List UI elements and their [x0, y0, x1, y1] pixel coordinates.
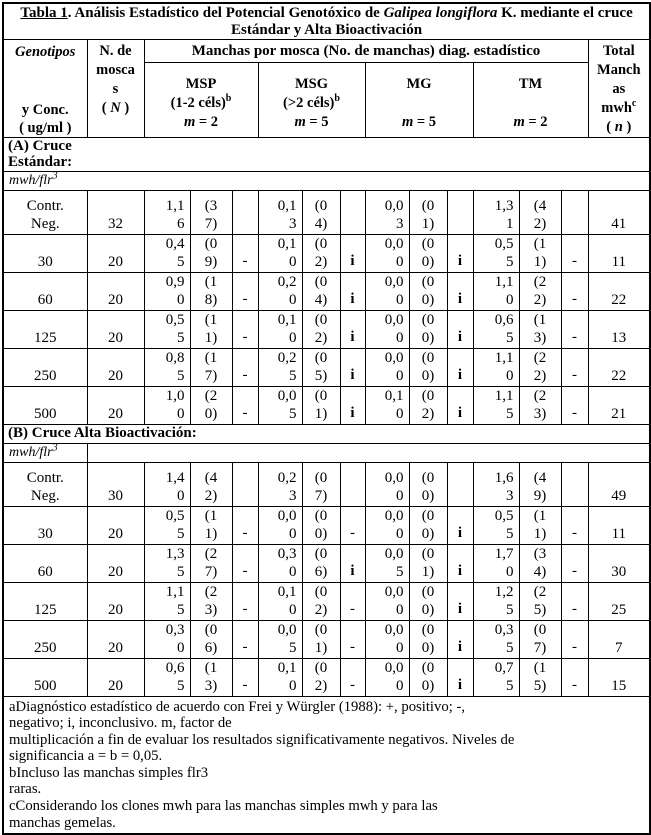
genotype-label: 250	[3, 349, 87, 387]
manchas-count: (1 1)	[519, 506, 561, 544]
manchas-value: 0,1 0	[258, 311, 302, 349]
manchas-value: 1,3 1	[473, 191, 519, 235]
diag-estadistico: -	[232, 387, 258, 425]
data-row	[3, 620, 650, 658]
section-row-a	[3, 138, 650, 172]
n-moscas-value: 20	[87, 544, 144, 582]
diag-estadistico: -	[232, 311, 258, 349]
diag-estadistico: i	[447, 658, 473, 696]
diag-estadistico: i	[340, 273, 365, 311]
manchas-value: 0,0 3	[365, 191, 409, 235]
manchas-value: 0,0 0	[365, 235, 409, 273]
total-manchas: 41	[588, 191, 650, 235]
diag-estadistico: -	[340, 620, 365, 658]
n-moscas-value: 20	[87, 620, 144, 658]
manchas-value: 0,5 5	[144, 506, 190, 544]
manchas-value: 0,3 0	[258, 544, 302, 582]
footnote-line: raras.	[9, 781, 42, 798]
manchas-count: (1 1)	[190, 506, 232, 544]
species-name: Galipea longiflora	[383, 5, 498, 21]
manchas-value: 1,1 0	[473, 349, 519, 387]
diag-estadistico: i	[447, 387, 473, 425]
manchas-value: 0,1 0	[258, 582, 302, 620]
manchas-count: (2 2)	[519, 273, 561, 311]
total-manchas: 21	[588, 387, 650, 425]
manchas-count: (4 2)	[190, 462, 232, 506]
title-text-tail: K. mediante el cruce Estándar y Alta Bioactivación	[231, 5, 633, 38]
col-header-manchas-group: Manchas por mosca (No. de manchas) diag. estadístico	[144, 40, 588, 63]
manchas-value: 0,5 5	[144, 311, 190, 349]
manchas-count: (0 2)	[302, 235, 340, 273]
manchas-value: 0,7 5	[473, 658, 519, 696]
genotype-label: 60	[3, 544, 87, 582]
manchas-value: 1,0 0	[144, 387, 190, 425]
manchas-value: 0,0 0	[365, 349, 409, 387]
manchas-count: (0 0)	[409, 582, 447, 620]
diag-estadistico: -	[561, 349, 588, 387]
manchas-count: (0 2)	[409, 387, 447, 425]
manchas-value: 0,0 5	[365, 544, 409, 582]
manchas-count: (0 0)	[409, 311, 447, 349]
genotype-label: 125	[3, 582, 87, 620]
manchas-count: (0 1)	[302, 387, 340, 425]
footnote-line: multiplicación a fin de evaluar los resultados significativamente negativos. Niveles de	[9, 731, 515, 748]
total-manchas: 13	[588, 311, 650, 349]
manchas-count: (0 6)	[190, 620, 232, 658]
total-manchas: 49	[588, 462, 650, 506]
manchas-count: (1 5)	[519, 658, 561, 696]
marker-row	[3, 172, 650, 191]
manchas-count: (2 5)	[519, 582, 561, 620]
manchas-value: 0,1 0	[258, 658, 302, 696]
n-moscas-value: 20	[87, 658, 144, 696]
footnote-line: aDiagnóstico estadístico de acuerdo con Frei y Würgler (1988): +, positivo; -,	[9, 698, 466, 715]
title-row	[3, 3, 650, 40]
manchas-value: 0,2 0	[258, 273, 302, 311]
manchas-value: 0,9 0	[144, 273, 190, 311]
genotipos-label: Genotipos	[15, 44, 76, 60]
diag-estadistico: -	[232, 658, 258, 696]
data-row	[3, 658, 650, 696]
total-manchas: 7	[588, 620, 650, 658]
manchas-count: (1 3)	[519, 311, 561, 349]
diag-estadistico: i	[447, 544, 473, 582]
manchas-value: 0,3 5	[473, 620, 519, 658]
footnotes	[3, 696, 650, 834]
diag-estadistico: -	[232, 582, 258, 620]
manchas-value: 0,0 0	[365, 658, 409, 696]
manchas-count: (0 0)	[409, 349, 447, 387]
manchas-value: 0,0 0	[365, 273, 409, 311]
manchas-value: 1,1 6	[144, 191, 190, 235]
data-row	[3, 506, 650, 544]
genotype-label: 125	[3, 311, 87, 349]
manchas-value: 1,7 0	[473, 544, 519, 582]
manchas-value: 0,5 5	[473, 235, 519, 273]
manchas-value: 0,0 0	[365, 582, 409, 620]
total-manchas: 11	[588, 235, 650, 273]
genotype-label: 60	[3, 273, 87, 311]
manchas-value: 0,6 5	[144, 658, 190, 696]
manchas-count: (0 2)	[302, 658, 340, 696]
diag-estadistico: -	[232, 620, 258, 658]
diag-estadistico: i	[340, 544, 365, 582]
title-text: . Análisis Estadístico del Potencial Genotóxico de	[67, 5, 384, 21]
n-moscas-value: 20	[87, 582, 144, 620]
manchas-value: 1,3 5	[144, 544, 190, 582]
diag-estadistico: -	[340, 582, 365, 620]
total-manchas: 22	[588, 349, 650, 387]
diag-estadistico: -	[561, 544, 588, 582]
manchas-count: (2 3)	[190, 582, 232, 620]
diag-estadistico: i	[447, 311, 473, 349]
data-row	[3, 349, 650, 387]
n-moscas-value: 20	[87, 311, 144, 349]
tabla-1	[2, 2, 651, 835]
manchas-count: (0 0)	[409, 273, 447, 311]
manchas-count: (0 4)	[302, 191, 340, 235]
diag-estadistico	[340, 191, 365, 235]
n-moscas-value: 30	[87, 462, 144, 506]
n-moscas-value: 20	[87, 273, 144, 311]
data-row	[3, 387, 650, 425]
col-header-msp: MSP (1-2 céls)$^b$ m = 2	[144, 63, 258, 138]
total-manchas: 30	[588, 544, 650, 582]
genotype-label: Contr. Neg.	[3, 462, 87, 506]
manchas-count: (1 1)	[190, 311, 232, 349]
genotype-label: Contr. Neg.	[3, 191, 87, 235]
marker-row-empty-cell	[87, 443, 650, 462]
genotype-label: 30	[3, 506, 87, 544]
manchas-count: (0 0)	[409, 620, 447, 658]
manchas-count: (0 1)	[302, 620, 340, 658]
manchas-count: (0 0)	[302, 506, 340, 544]
footnote-line: negativo; i, inconclusivo. m, factor de	[9, 715, 232, 732]
title-tabla-label: Tabla 1	[20, 5, 68, 21]
diag-estadistico	[232, 462, 258, 506]
diag-estadistico	[340, 462, 365, 506]
diag-estadistico: -	[232, 273, 258, 311]
manchas-count: (2 0)	[190, 387, 232, 425]
section-row-b	[3, 425, 650, 444]
manchas-value: 0,1 0	[365, 387, 409, 425]
manchas-count: (0 6)	[302, 544, 340, 582]
n-moscas-value: 20	[87, 387, 144, 425]
data-row	[3, 273, 650, 311]
data-row	[3, 311, 650, 349]
section-header: (A) Cruce Estándar:	[3, 138, 650, 172]
col-header-n-moscas: N. de mosca s ( N )	[87, 40, 144, 138]
manchas-value: 1,1 0	[473, 273, 519, 311]
manchas-value: 0,0 0	[365, 311, 409, 349]
manchas-value: 0,6 5	[473, 311, 519, 349]
diag-estadistico: i	[340, 349, 365, 387]
diag-estadistico: -	[561, 273, 588, 311]
manchas-count: (4 9)	[519, 462, 561, 506]
col-header-msg: MSG (>2 céls)$^b$ m = 5	[258, 63, 365, 138]
diag-estadistico: -	[561, 658, 588, 696]
manchas-count: (2 7)	[190, 544, 232, 582]
diag-estadistico: -	[561, 582, 588, 620]
genotype-label: 500	[3, 387, 87, 425]
diag-estadistico: -	[561, 506, 588, 544]
diag-estadistico: i	[340, 387, 365, 425]
manchas-count: (3 7)	[190, 191, 232, 235]
diag-estadistico: i	[340, 235, 365, 273]
genotype-marker: mwh/flr$^3$	[3, 443, 87, 462]
total-manchas: 15	[588, 658, 650, 696]
manchas-value: 0,1 0	[258, 235, 302, 273]
manchas-count: (0 0)	[409, 506, 447, 544]
units-label: ( ug/ml )	[19, 120, 72, 136]
footnote-line: cConsiderando los clones mwh para las manchas simples mwh y para las	[9, 798, 438, 815]
table-title	[3, 3, 650, 40]
manchas-count: (1 8)	[190, 273, 232, 311]
diag-estadistico: -	[232, 544, 258, 582]
diag-estadistico: i	[340, 311, 365, 349]
diag-estadistico: -	[561, 311, 588, 349]
manchas-count: (0 5)	[302, 349, 340, 387]
manchas-value: 0,0 5	[258, 620, 302, 658]
manchas-count: (0 0)	[409, 235, 447, 273]
manchas-count: (0 1)	[409, 191, 447, 235]
manchas-count: (2 3)	[519, 387, 561, 425]
section-header: (B) Cruce Alta Bioactivación:	[3, 425, 650, 444]
manchas-value: 0,1 3	[258, 191, 302, 235]
diag-estadistico: i	[447, 506, 473, 544]
data-row	[3, 191, 650, 235]
diag-estadistico	[447, 462, 473, 506]
manchas-count: (0 2)	[302, 311, 340, 349]
manchas-value: 0,0 0	[365, 462, 409, 506]
manchas-value: 0,2 3	[258, 462, 302, 506]
diag-estadistico: -	[232, 349, 258, 387]
manchas-value: 1,2 5	[473, 582, 519, 620]
diag-estadistico: -	[561, 235, 588, 273]
manchas-count: (0 0)	[409, 462, 447, 506]
manchas-count: (0 9)	[190, 235, 232, 273]
diag-estadistico: i	[447, 620, 473, 658]
genotype-marker: mwh/flr$^3$	[3, 172, 650, 191]
manchas-value: 1,1 5	[473, 387, 519, 425]
diag-estadistico: i	[447, 582, 473, 620]
data-row	[3, 544, 650, 582]
total-manchas: 22	[588, 273, 650, 311]
diag-estadistico: -	[232, 235, 258, 273]
manchas-value: 1,6 3	[473, 462, 519, 506]
footnote-line: significancia a = b = 0,05.	[9, 748, 163, 765]
manchas-count: (0 7)	[519, 620, 561, 658]
n-moscas-value: 20	[87, 506, 144, 544]
manchas-count: (1 7)	[190, 349, 232, 387]
diag-estadistico	[561, 191, 588, 235]
manchas-count: (1 1)	[519, 235, 561, 273]
total-manchas: 25	[588, 582, 650, 620]
manchas-value: 0,3 0	[144, 620, 190, 658]
manchas-value: 0,0 5	[258, 387, 302, 425]
manchas-value: 0,4 5	[144, 235, 190, 273]
marker-row	[3, 443, 650, 462]
diag-estadistico: i	[447, 349, 473, 387]
manchas-count: (3 4)	[519, 544, 561, 582]
col-header-tm: TM m = 2	[473, 63, 588, 138]
manchas-count: (0 4)	[302, 273, 340, 311]
n-moscas-value: 20	[87, 235, 144, 273]
total-manchas: 11	[588, 506, 650, 544]
manchas-value: 1,4 0	[144, 462, 190, 506]
conc-label: y Conc.	[21, 102, 69, 118]
diag-estadistico: -	[340, 506, 365, 544]
manchas-value: 0,0 0	[258, 506, 302, 544]
diag-estadistico	[561, 462, 588, 506]
header-row-1	[3, 40, 650, 63]
genotype-label: 250	[3, 620, 87, 658]
footnote-line: manchas gemelas.	[9, 814, 116, 831]
data-row	[3, 582, 650, 620]
diag-estadistico: -	[340, 658, 365, 696]
genotype-label: 30	[3, 235, 87, 273]
diag-estadistico	[232, 191, 258, 235]
manchas-count: (0 0)	[409, 658, 447, 696]
manchas-count: (2 2)	[519, 349, 561, 387]
genotype-label: 500	[3, 658, 87, 696]
manchas-value: 0,5 5	[473, 506, 519, 544]
manchas-count: (4 2)	[519, 191, 561, 235]
diag-estadistico: i	[447, 273, 473, 311]
manchas-count: (1 3)	[190, 658, 232, 696]
manchas-count: (0 7)	[302, 462, 340, 506]
diag-estadistico	[447, 191, 473, 235]
data-row	[3, 235, 650, 273]
diag-estadistico: -	[561, 387, 588, 425]
footnote-line: bIncluso las manchas simples flr3	[9, 764, 209, 781]
diag-estadistico: i	[447, 235, 473, 273]
manchas-count: (0 1)	[409, 544, 447, 582]
col-header-mg: MG m = 5	[365, 63, 473, 138]
col-header-total: Total Manch as mwh$^c$ ( n )	[588, 40, 650, 138]
n-moscas-value: 20	[87, 349, 144, 387]
footnote-row	[3, 696, 650, 834]
diag-estadistico: -	[232, 506, 258, 544]
manchas-value: 1,1 5	[144, 582, 190, 620]
manchas-value: 0,0 0	[365, 506, 409, 544]
diag-estadistico: -	[561, 620, 588, 658]
manchas-value: 0,0 0	[365, 620, 409, 658]
manchas-value: 0,2 5	[258, 349, 302, 387]
manchas-value: 0,8 5	[144, 349, 190, 387]
data-row	[3, 462, 650, 506]
n-moscas-value: 32	[87, 191, 144, 235]
manchas-count: (0 2)	[302, 582, 340, 620]
col-header-genotipos	[3, 40, 87, 138]
